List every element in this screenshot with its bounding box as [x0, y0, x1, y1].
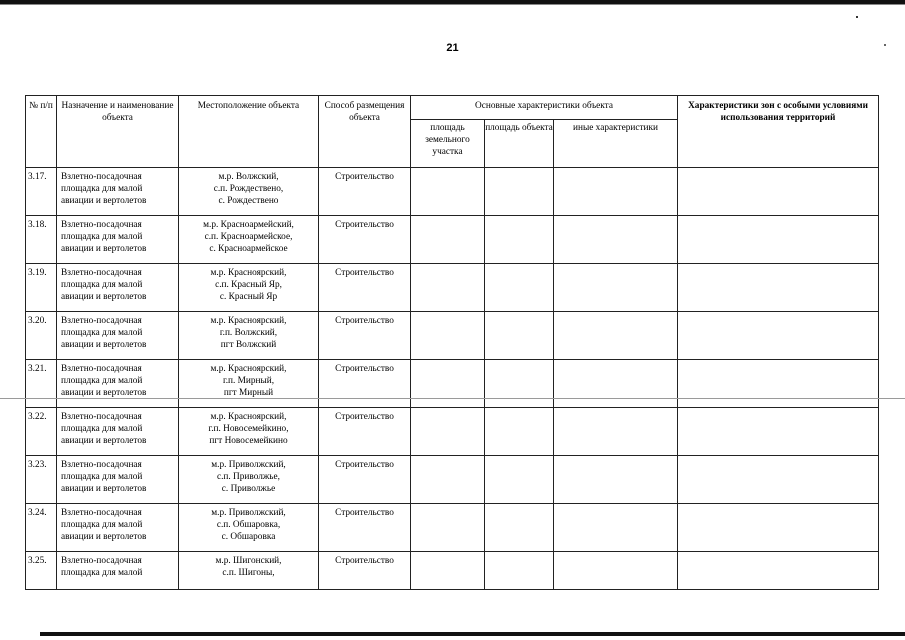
object-name-line: площадка для малой	[61, 328, 143, 338]
object-name-line: Взлетно-посадочная	[61, 364, 142, 374]
location-line: м.р. Шигонский,	[215, 556, 282, 566]
placement-method: Строительство	[319, 216, 411, 264]
location-line: м.р. Красноярский,	[210, 364, 287, 374]
location-cell	[179, 312, 319, 360]
object-name-line: Взлетно-посадочная	[61, 316, 142, 326]
other-characteristics-cell	[554, 360, 678, 408]
location-line: м.р. Приволжский,	[211, 508, 286, 518]
object-area-cell	[485, 408, 554, 456]
zone-characteristics-cell	[678, 360, 879, 408]
other-characteristics-cell	[554, 552, 678, 590]
land-area-cell	[411, 168, 485, 216]
location-line: с.п. Красный Яр,	[215, 280, 282, 290]
header-zone-characteristics: Характеристики зон с особыми условиями использования территорий	[678, 96, 879, 168]
object-name-line: авиации и вертолетов	[61, 340, 147, 350]
location-line: пгт Новосемейкино	[209, 436, 288, 446]
object-name-line: площадка для малой	[61, 472, 143, 482]
location-line: пгт Мирный	[223, 388, 274, 398]
object-name-line: площадка для малой	[61, 520, 143, 530]
object-area-cell	[485, 552, 554, 590]
object-name-line: авиации и вертолетов	[61, 484, 147, 494]
header-other-characteristics: иные характеристики	[554, 120, 678, 168]
object-name-cell	[57, 552, 179, 590]
location-line: с.п. Красноармейское,	[204, 232, 293, 242]
object-name-line: Взлетно-посадочная	[61, 412, 142, 422]
row-number: 3.22.	[26, 408, 57, 456]
table-row	[26, 408, 879, 456]
header-land-area: площадь земельного участка	[411, 120, 485, 168]
row-number: 3.18.	[26, 216, 57, 264]
placement-method: Строительство	[319, 312, 411, 360]
location-line: с.п. Рождествено,	[213, 184, 284, 194]
object-name-line: авиации и вертолетов	[61, 292, 147, 302]
table-row	[26, 312, 879, 360]
placement-method: Строительство	[319, 552, 411, 590]
zone-characteristics-cell	[678, 168, 879, 216]
table-row	[26, 264, 879, 312]
location-cell	[179, 360, 319, 408]
scan-border-bottom	[40, 632, 905, 636]
land-area-cell	[411, 216, 485, 264]
table-row	[26, 168, 879, 216]
object-area-cell	[485, 504, 554, 552]
row-number: 3.20.	[26, 312, 57, 360]
table-body	[26, 168, 879, 590]
location-line: г.п. Волжский,	[219, 328, 278, 338]
other-characteristics-cell	[554, 504, 678, 552]
table-row	[26, 360, 879, 408]
header-name: Назначение и наименование объекта	[57, 96, 179, 168]
land-area-cell	[411, 360, 485, 408]
object-name-line: площадка для малой	[61, 568, 143, 578]
zone-characteristics-cell	[678, 264, 879, 312]
other-characteristics-cell	[554, 264, 678, 312]
location-line: с. Обшаровка	[221, 532, 276, 542]
location-line: с. Красный Яр	[219, 292, 278, 302]
object-name-cell	[57, 168, 179, 216]
location-line: с.п. Обшаровка,	[216, 520, 281, 530]
scan-speck	[856, 16, 858, 18]
object-name-cell	[57, 216, 179, 264]
header-object-area: площадь объекта	[485, 120, 554, 168]
scan-border-top-shadow	[0, 4, 905, 5]
location-cell	[179, 552, 319, 590]
zone-characteristics-cell	[678, 216, 879, 264]
object-name-cell	[57, 264, 179, 312]
other-characteristics-cell	[554, 408, 678, 456]
location-line: м.р. Красноармейский,	[203, 220, 294, 230]
object-name-line: Взлетно-посадочная	[61, 172, 142, 182]
object-name-line: Взлетно-посадочная	[61, 508, 142, 518]
location-line: м.р. Волжский,	[218, 172, 279, 182]
object-name-line: Взлетно-посадочная	[61, 556, 142, 566]
zone-characteristics-cell	[678, 504, 879, 552]
location-line: г.п. Новосемейкино,	[208, 424, 289, 434]
placement-method: Строительство	[319, 360, 411, 408]
object-name-cell	[57, 408, 179, 456]
location-line: с. Рождествено	[218, 196, 279, 206]
header-location: Местоположение объекта	[179, 96, 319, 168]
object-name-line: авиации и вертолетов	[61, 196, 147, 206]
object-name-line: авиации и вертолетов	[61, 244, 147, 254]
location-line: м.р. Приволжский,	[211, 460, 286, 470]
row-number: 3.24.	[26, 504, 57, 552]
placement-method: Строительство	[319, 264, 411, 312]
page-number: 21	[446, 42, 459, 54]
object-name-cell	[57, 360, 179, 408]
other-characteristics-cell	[554, 168, 678, 216]
land-area-cell	[411, 504, 485, 552]
land-area-cell	[411, 408, 485, 456]
row-number: 3.23.	[26, 456, 57, 504]
location-cell	[179, 456, 319, 504]
location-line: г.п. Мирный,	[222, 376, 275, 386]
land-area-cell	[411, 552, 485, 590]
land-area-cell	[411, 456, 485, 504]
object-name-cell	[57, 504, 179, 552]
objects-table	[25, 95, 879, 590]
zone-characteristics-cell	[678, 456, 879, 504]
table-row	[26, 456, 879, 504]
object-name-line: площадка для малой	[61, 376, 143, 386]
object-name-line: площадка для малой	[61, 184, 143, 194]
location-cell	[179, 264, 319, 312]
land-area-cell	[411, 312, 485, 360]
location-line: с.п. Шигоны,	[222, 568, 275, 578]
object-area-cell	[485, 168, 554, 216]
location-line: м.р. Красноярский,	[210, 412, 287, 422]
object-name-cell	[57, 312, 179, 360]
row-number: 3.17.	[26, 168, 57, 216]
zone-characteristics-cell	[678, 552, 879, 590]
object-name-line: Взлетно-посадочная	[61, 220, 142, 230]
object-area-cell	[485, 360, 554, 408]
other-characteristics-cell	[554, 312, 678, 360]
other-characteristics-cell	[554, 216, 678, 264]
object-area-cell	[485, 264, 554, 312]
location-line: с. Красноармейское	[209, 244, 288, 254]
object-name-line: авиации и вертолетов	[61, 532, 147, 542]
zone-characteristics-cell	[678, 312, 879, 360]
object-name-cell	[57, 456, 179, 504]
table-row	[26, 216, 879, 264]
object-name-line: авиации и вертолетов	[61, 436, 147, 446]
location-cell	[179, 504, 319, 552]
object-name-line: Взлетно-посадочная	[61, 268, 142, 278]
header-num: № п/п	[26, 96, 57, 168]
placement-method: Строительство	[319, 456, 411, 504]
placement-method: Строительство	[319, 168, 411, 216]
object-area-cell	[485, 312, 554, 360]
location-line: с.п. Приволжье,	[216, 472, 281, 482]
zone-characteristics-cell	[678, 408, 879, 456]
location-line: пгт Волжский	[220, 340, 277, 350]
header-method: Способ размещения объекта	[319, 96, 411, 168]
location-line: м.р. Красноярский,	[210, 316, 287, 326]
object-area-cell	[485, 216, 554, 264]
object-area-cell	[485, 456, 554, 504]
row-number: 3.19.	[26, 264, 57, 312]
land-area-cell	[411, 264, 485, 312]
location-line: с. Приволжье	[221, 484, 276, 494]
object-name-line: площадка для малой	[61, 280, 143, 290]
object-name-line: авиации и вертолетов	[61, 388, 147, 398]
object-name-line: площадка для малой	[61, 232, 143, 242]
table-row	[26, 552, 879, 590]
header-main-characteristics: Основные характеристики объекта	[411, 96, 678, 120]
other-characteristics-cell	[554, 456, 678, 504]
location-cell	[179, 408, 319, 456]
object-name-line: площадка для малой	[61, 424, 143, 434]
location-cell	[179, 216, 319, 264]
table-row	[26, 504, 879, 552]
row-number: 3.25.	[26, 552, 57, 590]
location-cell	[179, 168, 319, 216]
row-number: 3.21.	[26, 360, 57, 408]
object-name-line: Взлетно-посадочная	[61, 460, 142, 470]
location-line: м.р. Красноярский,	[210, 268, 287, 278]
scan-fold-line	[0, 398, 905, 399]
placement-method: Строительство	[319, 408, 411, 456]
placement-method: Строительство	[319, 504, 411, 552]
